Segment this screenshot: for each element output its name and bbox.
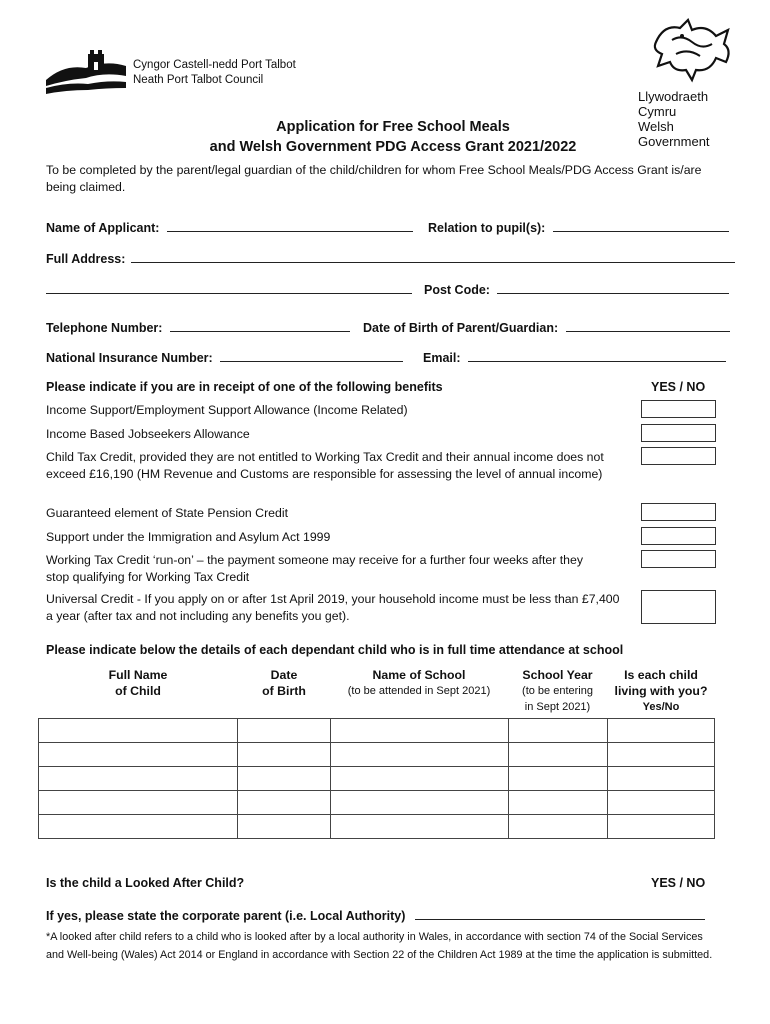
col-header-living-with-you: [608, 667, 714, 715]
col-header-school-line-2: (to be attended in Sept 2021): [347, 685, 491, 697]
benefit-checkbox-income-support[interactable]: [641, 400, 716, 418]
col-header-living-line-2: living with you?: [614, 684, 708, 698]
table-row: [39, 767, 715, 791]
gov-name-english: Welsh Government: [638, 119, 710, 149]
page-title: [0, 117, 770, 157]
email-label: Email:: [423, 351, 461, 365]
table-cell[interactable]: [39, 743, 238, 767]
welsh-government-logo: [636, 14, 748, 149]
benefit-item-child-tax-credit: Child Tax Credit, provided they are not entitled to Working Tax Credit and their annual income does not exceed £16,190 (HM Revenue and Customs are responsible for assessing the level of annual income): [46, 450, 604, 481]
table-cell[interactable]: [608, 743, 715, 767]
col-header-living-line-3: Yes/No: [642, 701, 680, 713]
benefit-checkbox-universal-credit[interactable]: [641, 590, 716, 624]
col-header-school-year: [510, 667, 605, 715]
benefit-checkbox-immigration-asylum[interactable]: [641, 527, 716, 545]
corporate-parent-field[interactable]: [415, 907, 705, 920]
benefit-item-income-support: Income Support/Employment Support Allowance (Income Related): [46, 403, 408, 417]
col-header-school-year-line-2: (to be entering: [522, 685, 593, 697]
dob-label: Date of Birth of Parent/Guardian:: [363, 321, 559, 335]
table-cell[interactable]: [331, 815, 509, 839]
telephone-field[interactable]: [170, 319, 350, 332]
table-row: [39, 815, 715, 839]
table-cell[interactable]: [39, 719, 238, 743]
table-cell[interactable]: [238, 719, 331, 743]
col-header-full-name-line-1: Full Name: [108, 668, 168, 682]
table-cell[interactable]: [238, 791, 331, 815]
council-name-welsh: Cyngor Castell-nedd Port Talbot: [133, 59, 296, 71]
address-field-line-2[interactable]: [46, 281, 412, 294]
table-cell[interactable]: [238, 767, 331, 791]
gov-name-welsh: Llywodraeth Cymru: [638, 89, 709, 119]
council-logo: [44, 46, 128, 96]
table-cell[interactable]: [509, 743, 608, 767]
table-row: [39, 743, 715, 767]
title-line-2: and Welsh Government PDG Access Grant 2021/2022: [209, 139, 577, 155]
council-name-english: Neath Port Talbot Council: [133, 74, 264, 86]
address-field[interactable]: [131, 250, 735, 263]
name-field[interactable]: [167, 219, 413, 232]
benefit-checkbox-working-tax-credit[interactable]: [641, 550, 716, 568]
relation-field[interactable]: [553, 219, 729, 232]
col-header-school-year-line-1: School Year: [522, 668, 593, 682]
dragon-icon: [636, 14, 748, 84]
col-header-dob: [244, 667, 324, 699]
looked-after-footnote: *A looked after child refers to a child who is looked after by a local authority in Wales, in accordance with section 74 of the Social Services and Well-being (Wales) Act 2014 or England in accordance with Section 22 of the Children Act 1989 at the time the application is submitted.: [46, 931, 713, 961]
relation-label: Relation to pupil(s):: [428, 221, 546, 235]
table-row: [39, 719, 715, 743]
table-row: [39, 791, 715, 815]
telephone-label: Telephone Number:: [46, 321, 163, 335]
col-header-living-line-1: Is each child: [624, 668, 698, 682]
title-line-1: Application for Free School Meals: [276, 119, 510, 135]
name-label: Name of Applicant:: [46, 221, 160, 235]
children-table: [38, 718, 715, 839]
table-cell[interactable]: [39, 815, 238, 839]
table-cell[interactable]: [509, 815, 608, 839]
benefits-yes-no-header: YES / NO: [651, 380, 706, 394]
children-heading: Please indicate below the details of each dependant child who is in full time attendance at school: [46, 643, 624, 657]
col-header-dob-line-2: of Birth: [262, 684, 306, 698]
col-header-dob-line-1: Date: [270, 668, 298, 682]
table-cell[interactable]: [331, 791, 509, 815]
benefit-item-pension-credit: Guaranteed element of State Pension Credit: [46, 506, 288, 520]
col-header-full-name: [88, 667, 188, 699]
table-cell[interactable]: [608, 767, 715, 791]
table-cell[interactable]: [238, 743, 331, 767]
table-cell[interactable]: [39, 767, 238, 791]
ni-field[interactable]: [220, 349, 403, 362]
postcode-field[interactable]: [497, 281, 729, 294]
intro-text: To be completed by the parent/legal guardian of the child/children for whom Free School Meals/PDG Access Grant is/are being claimed.: [46, 163, 702, 194]
col-header-school: [334, 667, 504, 699]
table-cell[interactable]: [331, 743, 509, 767]
benefit-item-universal-credit: Universal Credit - If you apply on or after 1st April 2019, your household income must be less than £7,400 a year (after tax and not including any benefits you get).: [46, 592, 620, 623]
benefits-heading: Please indicate if you are in receipt of one of the following benefits: [46, 380, 443, 394]
looked-after-yes-no[interactable]: YES / NO: [651, 876, 706, 890]
looked-after-question: Is the child a Looked After Child?: [46, 876, 245, 890]
benefit-item-immigration-asylum: Support under the Immigration and Asylum Act 1999: [46, 530, 331, 544]
table-cell[interactable]: [608, 791, 715, 815]
council-logo-icon: [44, 46, 128, 96]
table-cell[interactable]: [39, 791, 238, 815]
table-cell[interactable]: [608, 815, 715, 839]
ni-label: National Insurance Number:: [46, 351, 213, 365]
table-cell[interactable]: [331, 719, 509, 743]
dob-field[interactable]: [566, 319, 730, 332]
col-header-full-name-line-2: of Child: [115, 684, 161, 698]
email-field[interactable]: [468, 349, 726, 362]
benefit-checkbox-jobseekers[interactable]: [641, 424, 716, 442]
benefit-item-jobseekers: Income Based Jobseekers Allowance: [46, 427, 250, 441]
col-header-school-line-1: Name of School: [372, 668, 466, 682]
postcode-label: Post Code:: [424, 283, 490, 297]
address-label: Full Address:: [46, 252, 126, 266]
benefit-checkbox-pension-credit[interactable]: [641, 503, 716, 521]
table-cell[interactable]: [509, 719, 608, 743]
table-cell[interactable]: [509, 791, 608, 815]
corporate-parent-label: If yes, please state the corporate parent (i.e. Local Authority): [46, 909, 406, 923]
benefit-checkbox-child-tax-credit[interactable]: [641, 447, 716, 465]
table-cell[interactable]: [509, 767, 608, 791]
table-cell[interactable]: [331, 767, 509, 791]
table-cell[interactable]: [608, 719, 715, 743]
col-header-school-year-line-3: in Sept 2021): [524, 701, 591, 713]
table-cell[interactable]: [238, 815, 331, 839]
benefit-item-working-tax-credit: Working Tax Credit ‘run-on’ – the payment someone may receive for a further four weeks after they stop qualifying for Working Tax Credit: [46, 553, 583, 584]
